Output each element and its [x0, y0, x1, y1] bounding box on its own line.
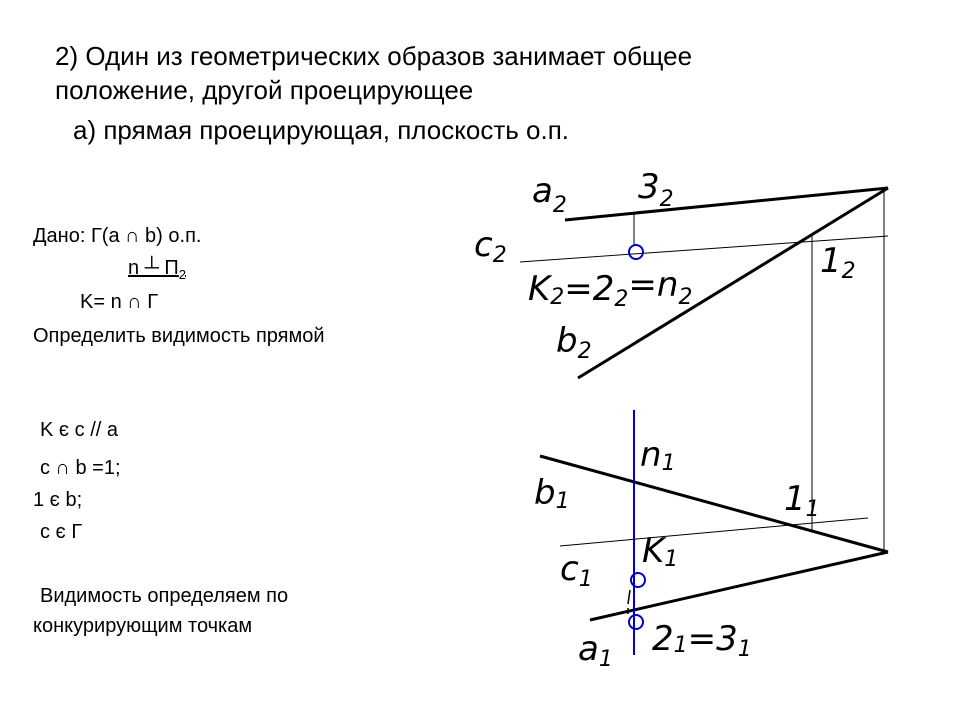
step-5b: конкурирующим точкам — [33, 615, 253, 637]
label-a1: a1 — [578, 629, 613, 672]
given-intersection: K= n ∩ Г — [80, 291, 159, 313]
label-k2: $K2=22=n_2$ — [528, 265, 693, 312]
label-1-1: 11 — [784, 479, 820, 522]
line-c1 — [560, 518, 868, 546]
line-b1 — [540, 456, 888, 552]
heading-line-2: положение, другой проецирующее — [55, 75, 474, 105]
given-perpendicular: n ┴ $П_2$ — [128, 257, 187, 282]
label-1-2: 12 — [820, 241, 856, 284]
label-b1: b1 — [534, 473, 570, 514]
label-2-1: 21=31 — [652, 619, 752, 662]
label-3-2: $3_2$ — [638, 167, 674, 212]
label-c2: c2 — [474, 225, 507, 268]
given-task: Определить видимость прямой — [33, 325, 325, 347]
competing-tick-1 — [628, 590, 630, 604]
step-1: K є c // a — [40, 419, 119, 441]
step-3: 1 є b; — [33, 489, 83, 511]
point-k2 — [629, 245, 643, 259]
label-k1: K1 — [642, 531, 679, 572]
heading-line-1: 2) Один из геометрических образов занимает общее — [55, 41, 693, 71]
step-2: c ∩ b =1; — [40, 457, 121, 479]
label-n1: n1 — [640, 435, 676, 476]
point-2-3 — [629, 615, 643, 629]
step-4: c є Г — [40, 521, 83, 543]
heading-line-3: а) прямая проецирующая, плоскость о.п. — [73, 115, 570, 145]
label-a2: $a_2$ — [532, 171, 567, 218]
line-a2 — [565, 188, 888, 220]
step-5a: Видимость определяем по — [40, 585, 289, 607]
label-b2: b2 — [556, 321, 592, 364]
label-c1: c1 — [560, 549, 593, 592]
given-line: Дано: Г(a ∩ b) о.п. — [33, 225, 202, 247]
